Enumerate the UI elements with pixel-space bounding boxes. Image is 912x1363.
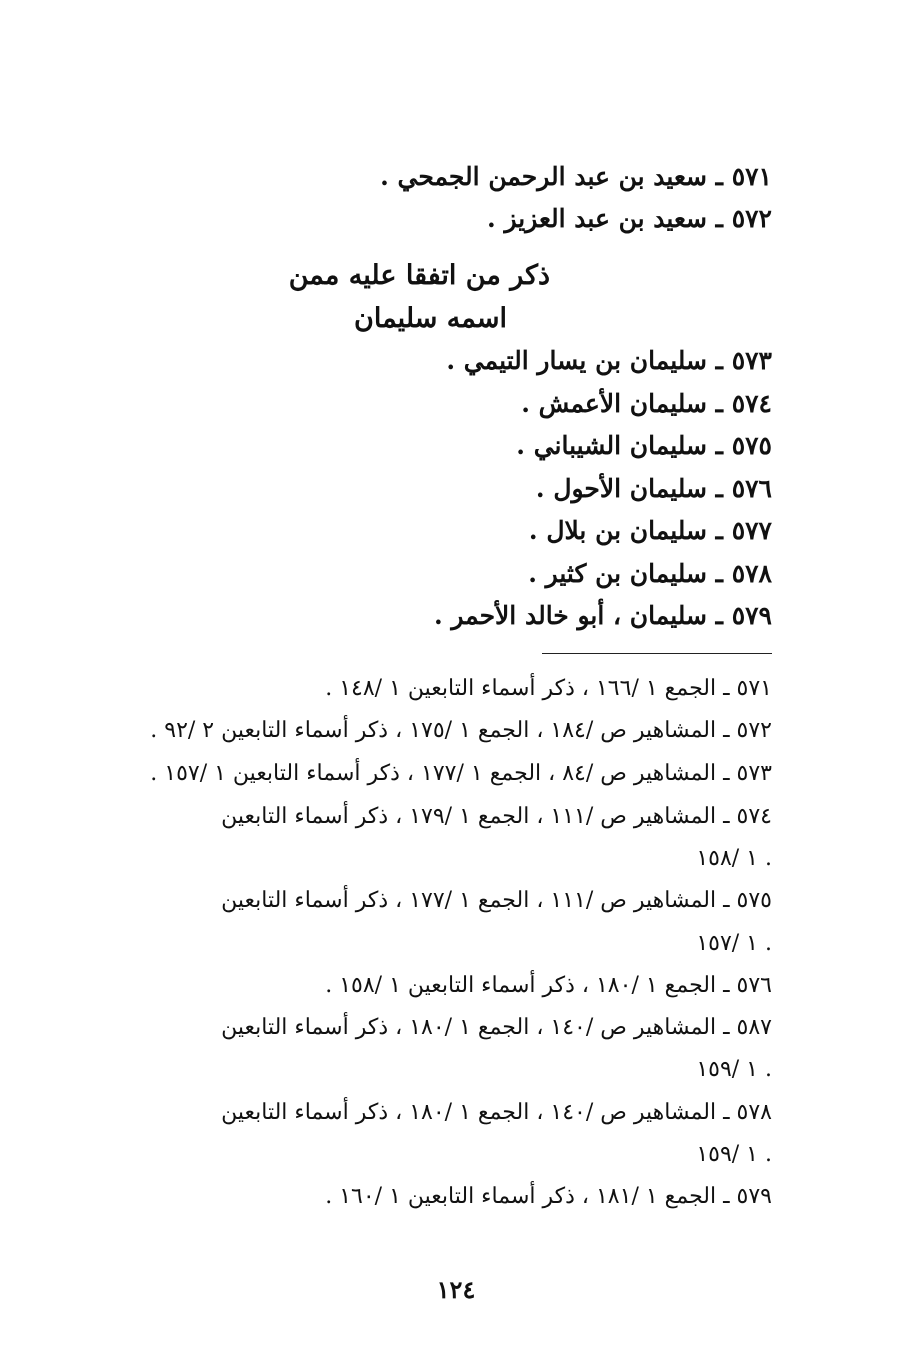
section-heading-line2: اسمه سليمان [354,303,507,334]
entry-579: ٥٧٩ ـ سليمان ، أبو خالد الأحمر . [433,601,772,630]
entry-577: ٥٧٧ ـ سليمان بن بلال . [528,516,772,545]
entry-575: ٥٧٥ ـ سليمان الشيباني . [516,431,772,460]
footnote-587-cont: ١ /١٥٩ . [696,1057,772,1082]
footnote-578-cont: ١ /١٥٩ . [696,1142,772,1167]
footnote-573: ٥٧٣ ـ المشاهير ص /٨٤ ، الجمع ١ /١٧٧ ، ذكر أسماء التابعين ١ /١٥٧ . [150,761,772,786]
section-heading-line1: ذكر من اتفقا عليه ممن [288,260,550,291]
entry-573: ٥٧٣ ـ سليمان بن يسار التيمي . [446,346,772,375]
page-number: ١٢٤ [436,1275,476,1304]
entry-574: ٥٧٤ ـ سليمان الأعمش . [521,389,772,418]
entry-571: ٥٧١ ـ سعيد بن عبد الرحمن الجمحي . [380,162,772,191]
footnote-587: ٥٨٧ ـ المشاهير ص /١٤٠ ، الجمع ١ /١٨٠ ، ذكر أسماء التابعين [221,1015,772,1040]
entry-576: ٥٧٦ ـ سليمان الأحول . [535,474,772,503]
footnote-574: ٥٧٤ ـ المشاهير ص /١١١ ، الجمع ١ /١٧٩ ، ذكر أسماء التابعين [221,804,772,829]
entry-578: ٥٧٨ ـ سليمان بن كثير . [528,559,772,588]
footnote-separator [542,653,772,654]
footnote-571: ٥٧١ ـ الجمع ١ /١٦٦ ، ذكر أسماء التابعين ١ /١٤٨ . [325,676,772,701]
footnote-572: ٥٧٢ ـ المشاهير ص /١٨٤ ، الجمع ١ /١٧٥ ، ذكر أسماء التابعين ٢ /٩٢ . [150,718,772,743]
footnote-574-cont: ١ /١٥٨ . [696,846,772,871]
footnote-579: ٥٧٩ ـ الجمع ١ /١٨١ ، ذكر أسماء التابعين ١ /١٦٠ . [325,1184,772,1209]
footnote-578: ٥٧٨ ـ المشاهير ص /١٤٠ ، الجمع ١ /١٨٠ ، ذكر أسماء التابعين [221,1100,772,1125]
entry-572: ٥٧٢ ـ سعيد بن عبد العزيز . [487,204,772,233]
footnote-575-cont: ١ /١٥٧ . [696,931,772,956]
footnote-575: ٥٧٥ ـ المشاهير ص /١١١ ، الجمع ١ /١٧٧ ، ذكر أسماء التابعين [221,888,772,913]
footnote-576: ٥٧٦ ـ الجمع ١ /١٨٠ ، ذكر أسماء التابعين ١ /١٥٨ . [325,973,772,998]
